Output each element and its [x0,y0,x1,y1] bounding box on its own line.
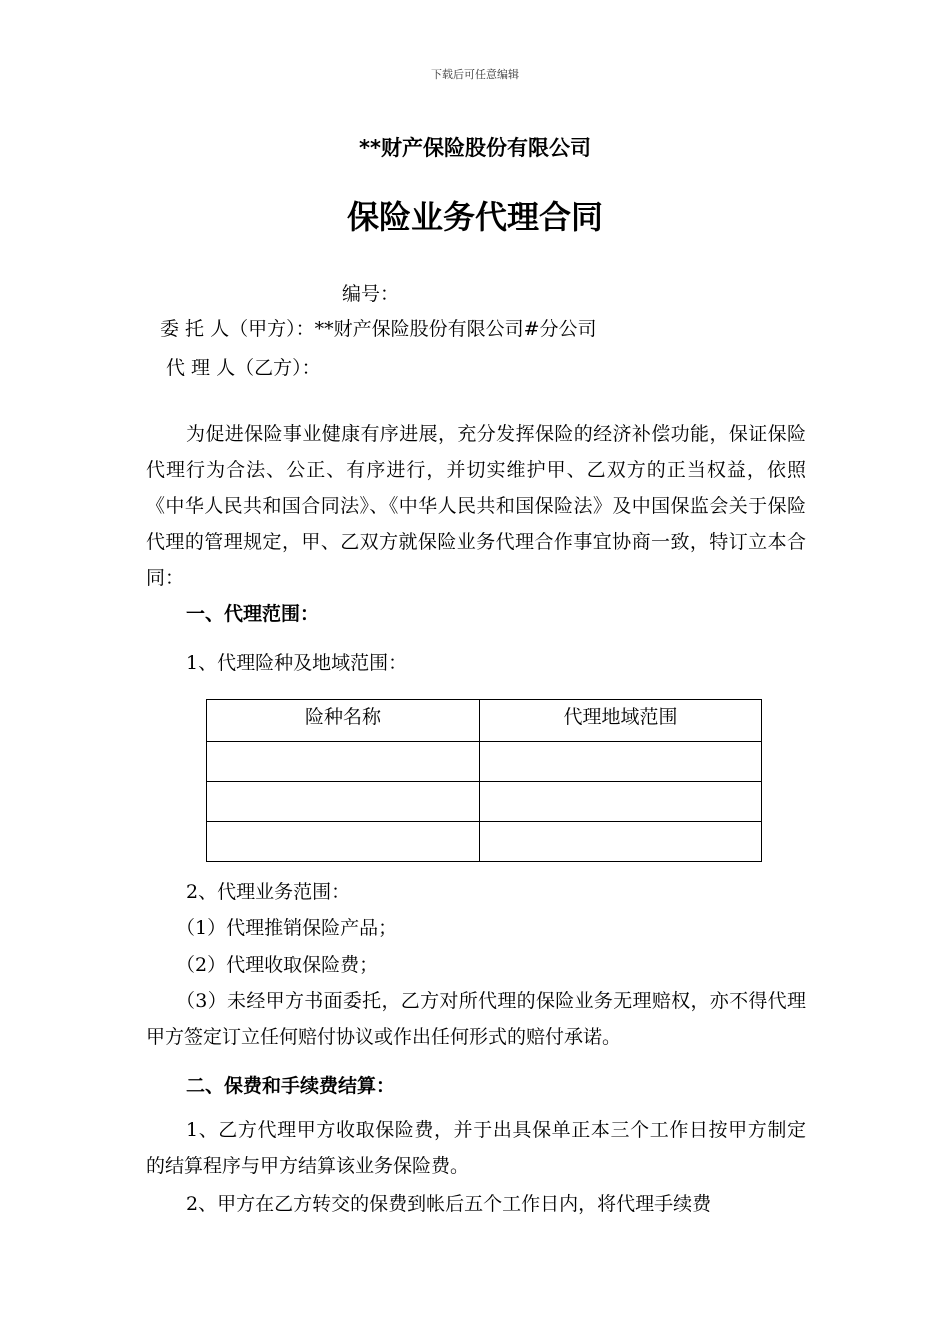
section-1-sub-2: （2）代理收取保险费； [176,954,379,976]
table-header-region: 代理地域范围 [480,700,762,742]
section-2-item-2: 2、甲方在乙方转交的保费到帐后五个工作日内，将代理手续费 [186,1193,712,1215]
principal-label: 委 托 人（甲方）： [160,318,315,340]
table-header-insurance-type: 险种名称 [207,700,480,742]
table-row [207,822,762,862]
agent-label: 代 理 人（乙方）： [166,357,321,379]
section-2-heading: 二、保费和手续费结算： [186,1075,396,1097]
table-cell [480,742,762,782]
section-1-sub-3: （3）未经甲方书面委托，乙方对所代理的保险业务无理赔权，亦不得代理甲方签定订立任何赔付协议或作出任何形式的赔付承诺。 [146,990,806,1048]
company-name: **财产保险股份有限公司 [359,136,591,160]
principal-value: **财产保险股份有限公司#分公司 [314,318,597,340]
agency-range-table [206,699,762,862]
contract-number-label: 编号： [342,283,400,305]
contract-title: 保险业务代理合同 [346,198,603,236]
table-cell [480,822,762,862]
table-cell [207,782,480,822]
agent-line [166,353,321,380]
section-1-item-1: 1、代理险种及地域范围： [186,652,408,674]
table-header-row [207,700,762,742]
table-cell [207,742,480,782]
table-row [207,782,762,822]
principal-line [160,314,597,341]
header-note: 下载后可任意编辑 [431,68,519,81]
section-1-heading: 一、代理范围： [186,603,320,625]
section-2-item-1: 1、乙方代理甲方收取保险费，并于出具保单正本三个工作日按甲方制定的结算程序与甲方结算该业务保险费。 [146,1119,806,1177]
table-cell [207,822,480,862]
section-1-item-2: 2、代理业务范围： [186,881,351,903]
table-row [207,742,762,782]
table-cell [480,782,762,822]
section-1-sub-1: （1）代理推销保险产品； [176,917,398,939]
intro-paragraph: 为促进保险事业健康有序进展，充分发挥保险的经济补偿功能，保证保险代理行为合法、公正、有序进行，并切实维护甲、乙双方的正当权益，依照《中华人民共和国合同法》、《中华人民共和国保险法》及中国保监会关于保险代理的管理规定，甲、乙双方就保险业务代理合作事宜协商一致，特订立本合同： [146,423,806,589]
